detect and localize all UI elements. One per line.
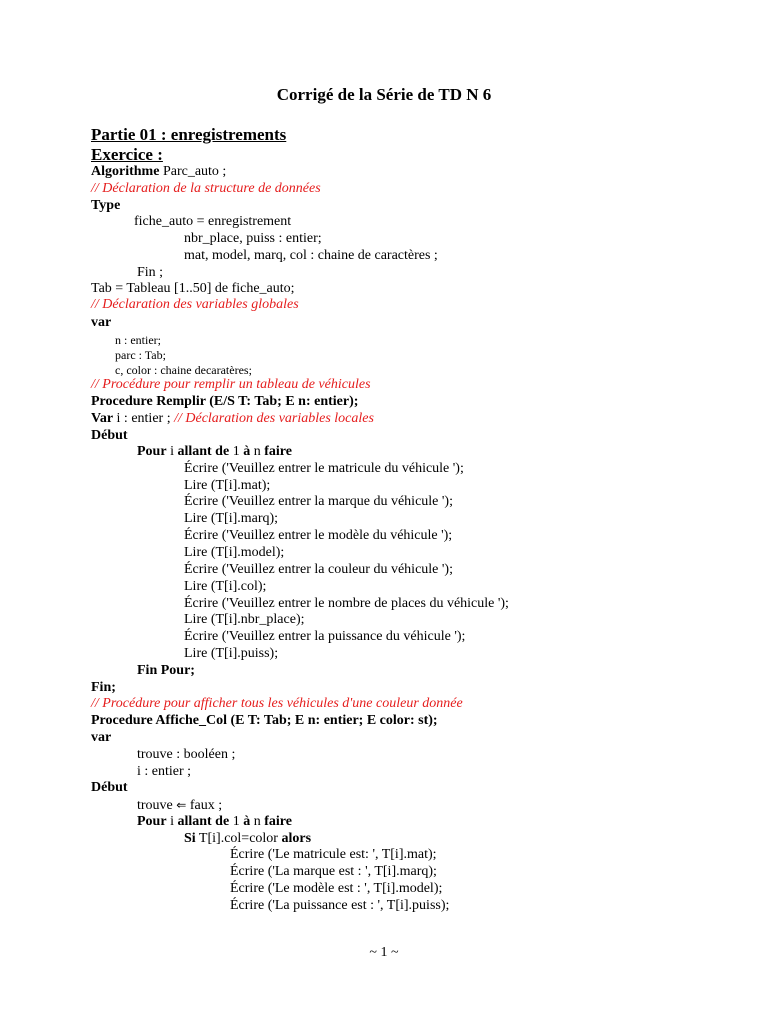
keyword: alors	[281, 831, 312, 846]
keyword-line: var	[91, 315, 112, 330]
exercise-heading: Exercice :	[91, 145, 163, 164]
code-line: Écrire ('Veuillez entrer la puissance du véhicule ');	[184, 629, 466, 644]
keyword: allant de	[177, 444, 230, 459]
code-line: Écrire ('Veuillez entrer le matricule du véhicule ');	[184, 461, 464, 476]
procedure-header: Procedure Remplir (E/S T: Tab; E n: entier);	[91, 394, 359, 409]
code-text: i	[166, 814, 178, 829]
page-number: ~ 1 ~	[369, 945, 399, 960]
keyword: Algorithme	[91, 164, 160, 179]
code-line: Tab = Tableau [1..50] de fiche_auto;	[91, 281, 295, 296]
comment-line: // Procédure pour afficher tous les véhicules d'une couleur donnée	[91, 696, 463, 711]
keyword: Var	[91, 411, 114, 426]
part-heading: Partie 01 : enregistrements	[91, 125, 287, 144]
keyword: faire	[264, 444, 292, 459]
code-line: Lire (T[i].nbr_place);	[184, 612, 305, 627]
code-text: T[i].col=color	[195, 831, 282, 846]
code-line: Écrire ('Veuillez entrer le nombre de places du véhicule ');	[184, 596, 509, 611]
keyword-line: Type	[91, 198, 121, 213]
code-line-var	[91, 411, 374, 427]
comment-line: // Déclaration des variables globales	[91, 297, 299, 312]
code-line: fiche_auto = enregistrement	[134, 214, 292, 229]
code-line-si	[184, 831, 311, 847]
code-text: i : entier ;	[113, 411, 175, 426]
code-line: Lire (T[i].model);	[184, 545, 285, 560]
code-line: Lire (T[i].puiss);	[184, 646, 279, 661]
keyword: Pour	[137, 814, 167, 829]
keyword: à	[243, 444, 251, 459]
left-arrow-icon: ⇐	[176, 798, 187, 812]
keyword: à	[243, 814, 251, 829]
code-text: i	[166, 444, 178, 459]
keyword-line: Début	[91, 780, 128, 795]
code-line: Écrire ('Le matricule est: ', T[i].mat);	[230, 847, 437, 862]
code-line: c, color : chaine decaratères;	[115, 363, 252, 377]
code-text: faux ;	[186, 798, 223, 813]
code-text: n	[250, 814, 265, 829]
code-line: Écrire ('La puissance est : ', T[i].puiss);	[230, 898, 450, 913]
keyword: Pour	[137, 444, 167, 459]
code-line: i : entier ;	[137, 764, 192, 779]
code-line: Lire (T[i].col);	[184, 579, 267, 594]
keyword-line: Début	[91, 428, 128, 443]
code-line-pour	[137, 814, 292, 830]
code-text: n	[250, 444, 265, 459]
code-line: Lire (T[i].mat);	[184, 478, 271, 493]
comment: // Déclaration des variables locales	[174, 411, 374, 426]
keyword: allant de	[177, 814, 230, 829]
code-line: trouve : booléen ;	[137, 747, 236, 762]
code-text: Parc_auto ;	[159, 164, 227, 179]
code-line: mat, model, marq, col : chaine de caractères ;	[184, 248, 438, 263]
code-text: trouve	[137, 798, 177, 813]
page-title: Corrigé de la Série de TD N 6	[276, 85, 492, 104]
keyword-line: Fin Pour;	[137, 663, 195, 678]
code-line: Écrire ('La marque est : ', T[i].marq);	[230, 864, 437, 879]
code-text: 1	[229, 814, 244, 829]
keyword-line: var	[91, 730, 112, 745]
keyword: faire	[264, 814, 292, 829]
code-line: nbr_place, puiss : entier;	[184, 231, 322, 246]
comment-line: // Déclaration de la structure de données	[91, 181, 321, 196]
keyword: Si	[184, 831, 196, 846]
code-line: Lire (T[i].marq);	[184, 511, 279, 526]
procedure-header: Procedure Affiche_Col (E T: Tab; E n: entier; E color: st);	[91, 713, 438, 728]
code-line: n : entier;	[115, 333, 161, 347]
code-line: parc : Tab;	[115, 348, 166, 362]
code-line-pour	[137, 444, 292, 460]
code-line: Écrire ('Veuillez entrer la marque du véhicule ');	[184, 494, 453, 509]
code-line-algorithme	[91, 164, 226, 180]
code-line: Écrire ('Veuillez entrer la couleur du véhicule ');	[184, 562, 453, 577]
code-line: Écrire ('Veuillez entrer le modèle du véhicule ');	[184, 528, 453, 543]
comment-line: // Procédure pour remplir un tableau de véhicules	[91, 377, 371, 392]
keyword-line: Fin;	[91, 680, 116, 695]
code-line: Écrire ('Le modèle est : ', T[i].model);	[230, 881, 443, 896]
code-line-assign	[137, 797, 222, 814]
code-text: 1	[229, 444, 244, 459]
code-line: Fin ;	[137, 265, 164, 280]
